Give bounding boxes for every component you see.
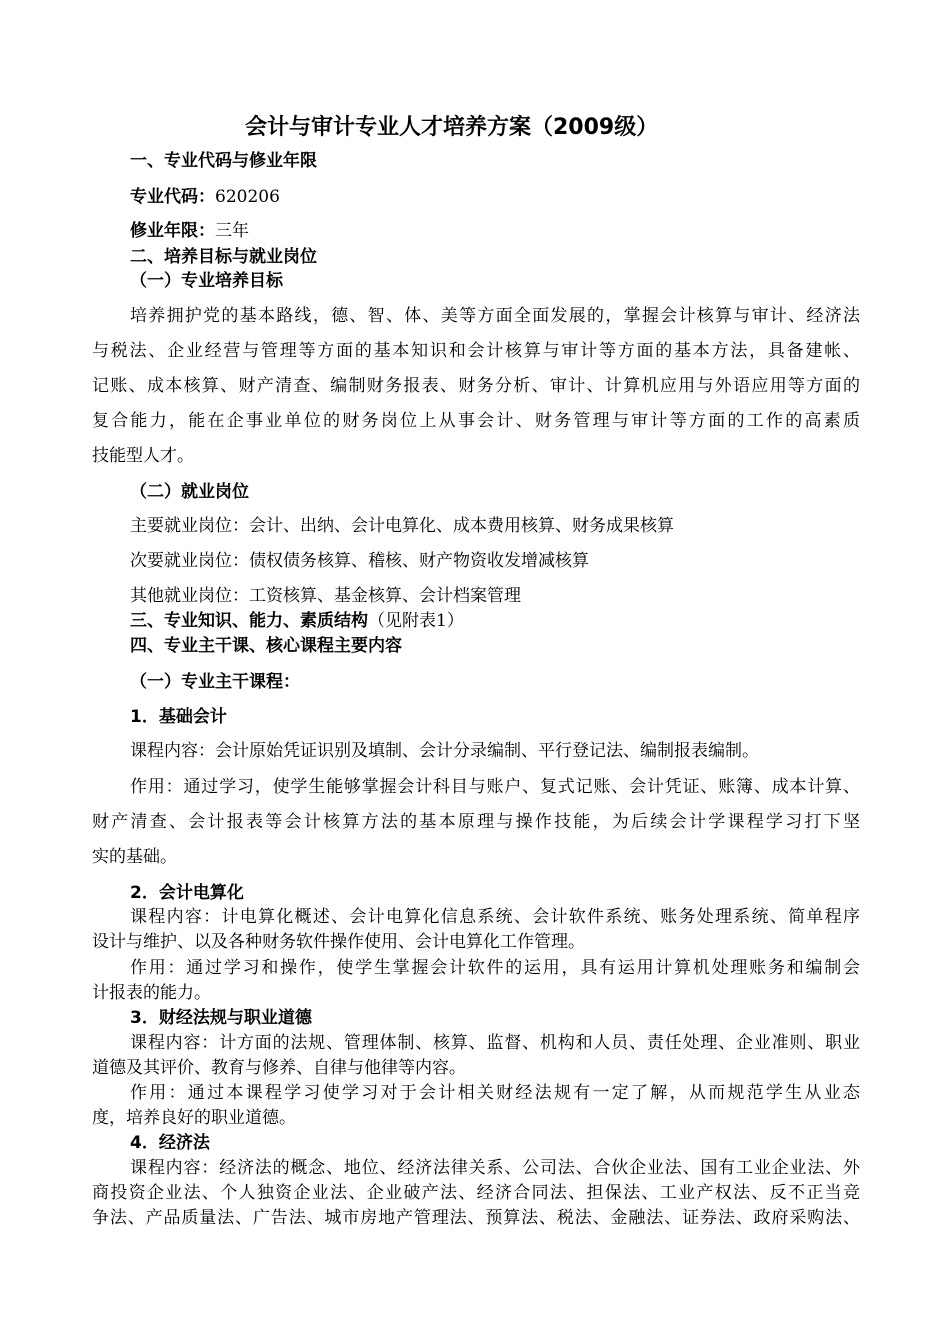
course-2-content-line: 设计与维护、以及各种财务软件操作使用、会计电算化工作管理。 — [92, 932, 585, 952]
training-goal-subheading: （一）专业培养目标 — [130, 271, 283, 291]
section-2-heading: 二、培养目标与就业岗位 — [130, 247, 317, 267]
course-4-content-line: 课程内容：经济法的概念、地位、经济法律关系、公司法、合伙企业法、国有工业企业法、外 — [130, 1158, 860, 1178]
course-1-content: 课程内容：会计原始凭证识别及填制、会计分录编制、平行登记法、编制报表编制。 — [130, 741, 759, 761]
paragraph-line: 技能型人才。 — [92, 446, 194, 466]
major-code-value: 620206 — [215, 187, 280, 207]
employment-subheading: （二）就业岗位 — [130, 482, 249, 502]
job-line-other: 其他就业岗位：工资核算、基金核算、会计档案管理 — [130, 586, 521, 606]
job-line-primary: 主要就业岗位：会计、出纳、会计电算化、成本费用核算、财务成果核算 — [130, 516, 674, 536]
course-2-title: 2．会计电算化 — [130, 883, 244, 903]
course-3-content-line: 课程内容：计方面的法规、管理体制、核算、监督、机构和人员、责任处理、企业准则、职业 — [130, 1033, 860, 1053]
course-1-use-line: 实的基础。 — [92, 847, 177, 867]
paragraph-line: 培养拥护党的基本路线，德、智、体、美等方面全面发展的，掌握会计核算与审计、经济法 — [130, 306, 860, 326]
course-4-title: 4．经济法 — [130, 1133, 210, 1153]
course-3-use-line: 度，培养良好的职业道德。 — [92, 1108, 296, 1128]
course-2-content-line: 课程内容：计电算化概述、会计电算化信息系统、会计软件系统、账务处理系统、简单程序 — [130, 907, 860, 927]
job-line-secondary: 次要就业岗位：债权债务核算、稽核、财产物资收发增减核算 — [130, 551, 589, 571]
course-4-content-line: 商投资企业法、个人独资企业法、企业破产法、经济合同法、担保法、工业产权法、反不正当竞 — [92, 1183, 860, 1203]
paragraph-line: 与税法、企业经营与管理等方面的基本知识和会计核算与审计等方面的基本方法，具备建帐、 — [92, 341, 860, 361]
paragraph-line: 复合能力，能在企事业单位的财务岗位上从事会计、财务管理与审计等方面的工作的高素质 — [92, 411, 860, 431]
course-2-use-line: 作用：通过学习和操作，使学生掌握会计软件的运用，具有运用计算机处理账务和编制会 — [130, 958, 860, 978]
paragraph-line: 记账、成本核算、财产清查、编制财务报表、财务分析、审计、计算机应用与外语应用等方面的 — [92, 376, 860, 396]
course-3-content-line: 道德及其评价、教育与修养、自律与他律等内容。 — [92, 1058, 466, 1078]
main-courses-subheading: （一）专业主干课程： — [130, 672, 300, 692]
course-1-use-line: 作用：通过学习，使学生能够掌握会计科目与账户、复式记账、会计凭证、账簿、成本计算、 — [130, 777, 860, 797]
study-years-label: 修业年限： — [130, 221, 215, 241]
course-3-use-line: 作用：通过本课程学习使学习对于会计相关财经法规有一定了解，从而规范学生从业态 — [130, 1083, 860, 1103]
course-1-title: 1．基础会计 — [130, 707, 227, 727]
major-code-line — [130, 186, 280, 208]
section-4-heading: 四、专业主干课、核心课程主要内容 — [130, 636, 402, 656]
course-2-use-line: 计报表的能力。 — [92, 983, 211, 1003]
document-title: 会计与审计专业人才培养方案（2009级） — [245, 115, 659, 140]
section-1-heading: 一、专业代码与修业年限 — [130, 151, 317, 171]
section-3-heading: 三、专业知识、能力、素质结构 — [130, 611, 368, 631]
course-1-use-line: 财产清查、会计报表等会计核算方法的基本原理与操作技能，为后续会计学课程学习打下坚 — [92, 812, 860, 832]
course-3-title: 3．财经法规与职业道德 — [130, 1008, 312, 1028]
study-years-value: 三年 — [215, 221, 249, 241]
section-3-note: （见附表1） — [368, 611, 464, 631]
section-3-line — [130, 610, 464, 632]
study-years-line — [130, 220, 249, 242]
course-4-content-line: 争法、产品质量法、广告法、城市房地产管理法、预算法、税法、金融法、证券法、政府采购法、 — [92, 1208, 860, 1228]
major-code-label: 专业代码： — [130, 187, 215, 207]
